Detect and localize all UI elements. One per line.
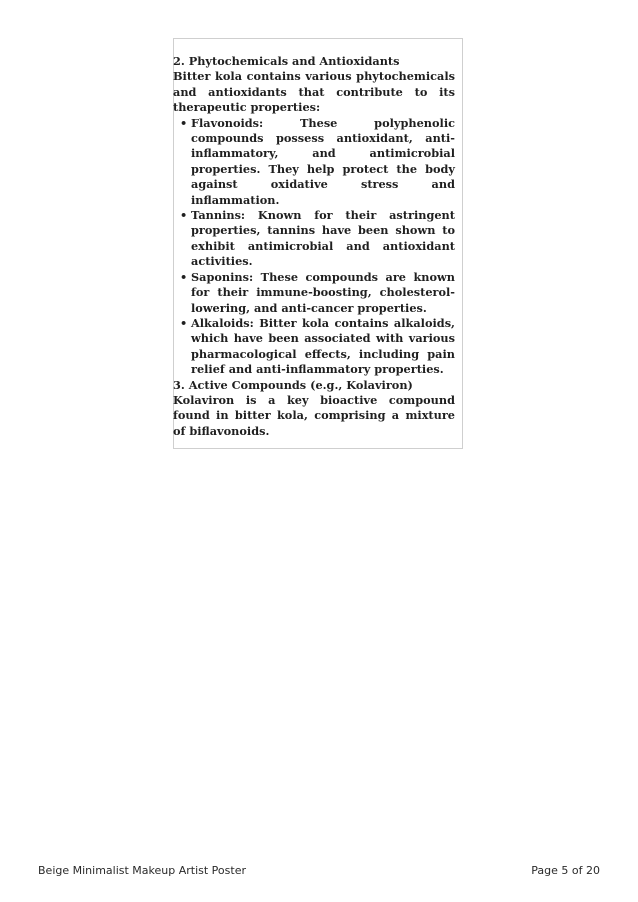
list-item-tannins: • Tannins: Known for their astringent properties, tannins have been shown to exhibit antimicrobial and antioxidant activities. — [191, 208, 455, 270]
section-heading: 3. Active Compounds (e.g., Kolaviron) — [173, 377, 413, 392]
document-body — [173, 54, 455, 439]
section-intro: Bitter kola contains various phytochemicals and antioxidants that contribute to its therapeutic properties: — [173, 69, 455, 115]
section-paragraph: Kolaviron is a key bioactive compound found in bitter kola, comprising a mixture of biflavonoids. — [173, 392, 455, 438]
phytochemical-list — [173, 116, 455, 378]
list-item-alkaloids: • Alkaloids: Bitter kola contains alkaloids, which have been associated with various pharmacological effects, including pain relief and anti-inflammatory properties. — [191, 316, 455, 378]
page-number: Page 5 of 20 — [531, 864, 600, 877]
list-item-flavonoids: • Flavonoids: These polyphenolic compounds possess antioxidant, anti-inflammatory, and antimicrobial properties. They help protect the body against oxidative stress and inflammation. — [191, 116, 455, 208]
list-item-saponins: • Saponins: These compounds are known for their immune-boosting, cholesterol-lowering, and anti-cancer properties. — [191, 270, 455, 316]
section-heading: 2. Phytochemicals and Antioxidants — [173, 54, 400, 68]
footer-title: Beige Minimalist Makeup Artist Poster — [38, 864, 246, 877]
